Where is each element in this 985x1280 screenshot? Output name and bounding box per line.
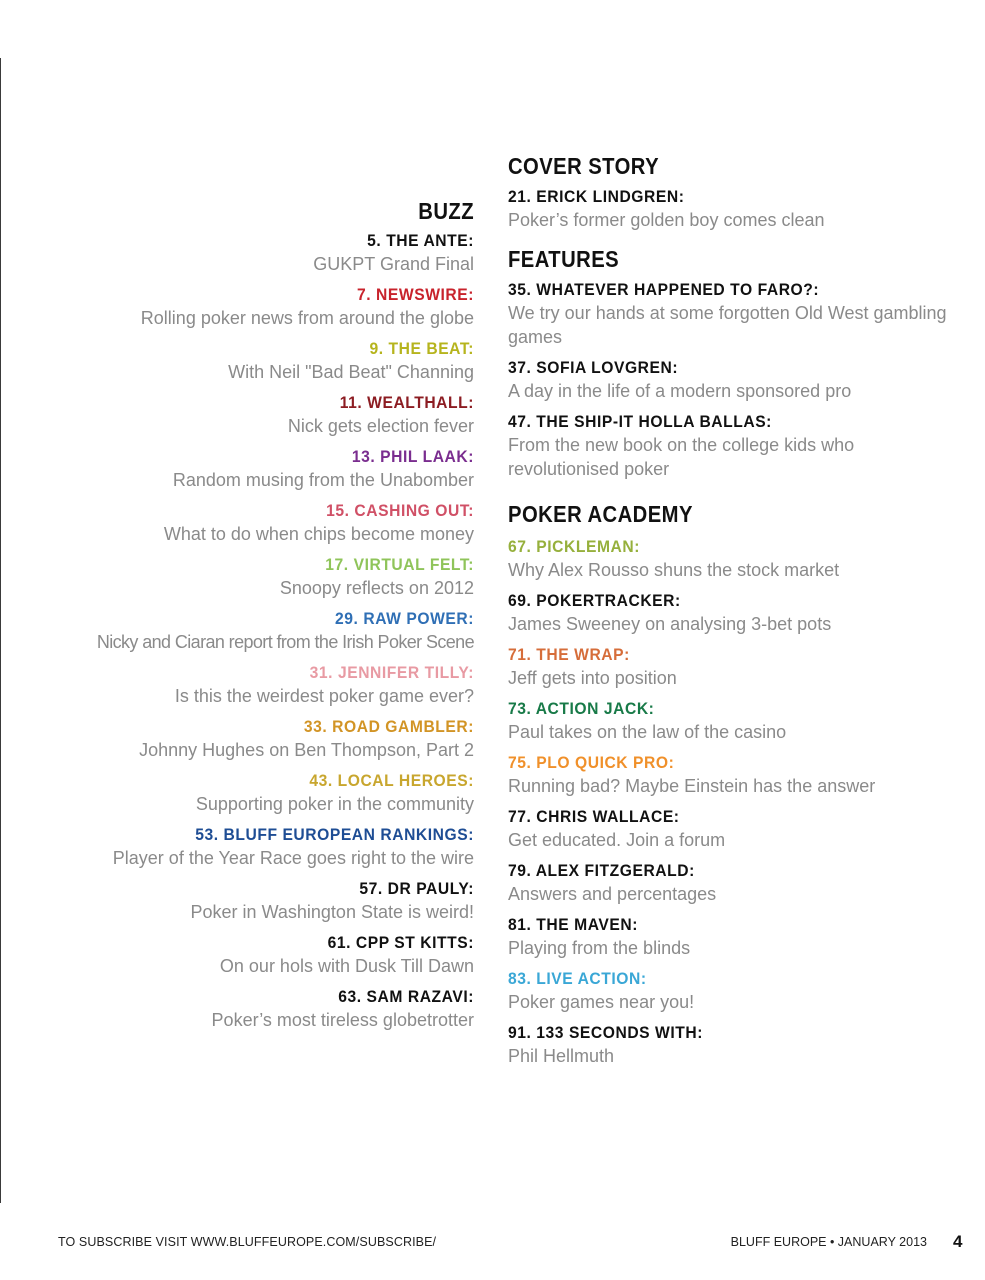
toc-entry-description: Paul takes on the law of the casino xyxy=(508,722,787,742)
toc-entry-title: 61. CPP ST KITTS: xyxy=(327,933,474,952)
toc-entry-description: James Sweeney on analysing 3-bet pots xyxy=(508,614,832,634)
toc-entry-description: Rolling poker news from around the globe xyxy=(140,308,474,328)
toc-entry xyxy=(508,1022,968,1068)
toc-entry xyxy=(40,770,474,816)
toc-entry xyxy=(508,806,968,852)
toc-entry xyxy=(508,644,968,690)
toc-entry-description: Snoopy reflects on 2012 xyxy=(279,578,474,598)
footer-subscribe-text: TO SUBSCRIBE VISIT WWW.BLUFFEUROPE.COM/SUBSCRIBE/ xyxy=(58,1235,437,1249)
poker-academy-list xyxy=(508,536,968,1068)
toc-entry-title: 79. ALEX FITZGERALD: xyxy=(508,861,695,880)
toc-entry-title: 77. CHRIS WALLACE: xyxy=(508,807,680,826)
toc-entry-title: 17. VIRTUAL FELT: xyxy=(325,555,474,574)
toc-entry-description: Poker’s former golden boy comes clean xyxy=(508,210,825,230)
toc-entry-title: 57. DR PAULY: xyxy=(359,879,474,898)
toc-entry xyxy=(40,230,474,276)
features-list xyxy=(508,279,968,481)
toc-entry-title: 31. JENNIFER TILLY: xyxy=(309,663,474,682)
toc-entry xyxy=(508,186,968,232)
buzz-list xyxy=(40,230,474,1032)
toc-entry xyxy=(508,536,968,582)
toc-entry xyxy=(508,590,968,636)
toc-entry-title: 21. ERICK LINDGREN: xyxy=(508,187,685,206)
toc-entry xyxy=(40,716,474,762)
toc-entry xyxy=(508,411,968,481)
toc-entry-title: 13. PHIL LAAK: xyxy=(351,447,474,466)
toc-entry-title: 81. THE MAVEN: xyxy=(508,915,638,934)
toc-entry-title: 5. THE ANTE: xyxy=(367,231,474,250)
toc-entry-description: Why Alex Rousso shuns the stock market xyxy=(508,560,840,580)
toc-entry-title: 75. PLO QUICK PRO: xyxy=(508,753,675,772)
toc-entry-title: 11. WEALTHALL: xyxy=(339,393,474,412)
toc-entry-description: Nick gets election fever xyxy=(287,416,474,436)
toc-entry-description: Johnny Hughes on Ben Thompson, Part 2 xyxy=(139,740,474,760)
toc-entry-title: 29. RAW POWER: xyxy=(335,609,474,628)
right-column xyxy=(508,153,968,1076)
toc-entry-title: 7. NEWSWIRE: xyxy=(357,285,474,304)
toc-entry-description: With Neil "Bad Beat" Channing xyxy=(228,362,474,382)
toc-entry-description: Supporting poker in the community xyxy=(195,794,474,814)
toc-entry-title: 71. THE WRAP: xyxy=(508,645,630,664)
toc-entry xyxy=(40,500,474,546)
page-number: 4 xyxy=(953,1232,963,1251)
toc-entry-description: From the new book on the college kids who revolutionised poker xyxy=(508,435,855,479)
toc-entry-title: 37. SOFIA LOVGREN: xyxy=(508,358,679,377)
toc-entry-description: Player of the Year Race goes right to the wire xyxy=(112,848,474,868)
toc-entry-description: Running bad? Maybe Einstein has the answer xyxy=(508,776,876,796)
page-edge-rule xyxy=(0,58,1,1203)
section-heading-buzz: BUZZ xyxy=(418,198,474,224)
toc-entry xyxy=(40,554,474,600)
toc-entry-title: 67. PICKLEMAN: xyxy=(508,537,641,556)
toc-entry-description: Answers and percentages xyxy=(508,884,717,904)
toc-entry xyxy=(40,446,474,492)
toc-entry-description: Playing from the blinds xyxy=(508,938,691,958)
toc-entry-description: GUKPT Grand Final xyxy=(313,254,474,274)
toc-entry xyxy=(40,284,474,330)
toc-entry-description: Poker’s most tireless globetrotter xyxy=(211,1010,474,1030)
toc-entry-description: What to do when chips become money xyxy=(163,524,474,544)
toc-entry-title: 9. THE BEAT: xyxy=(369,339,474,358)
toc-entry-title: 73. ACTION JACK: xyxy=(508,699,655,718)
toc-entry xyxy=(40,608,474,654)
toc-entry xyxy=(40,932,474,978)
toc-entry-title: 53. BLUFF EUROPEAN RANKINGS: xyxy=(195,825,475,844)
toc-entry-title: 63. SAM RAZAVI: xyxy=(338,987,474,1006)
toc-entry-description: Nicky and Ciaran report from the Irish Poker Scene xyxy=(96,632,474,652)
toc-entry xyxy=(508,914,968,960)
toc-entry-description: Is this the weirdest poker game ever? xyxy=(174,686,474,706)
toc-entry xyxy=(40,338,474,384)
toc-entry-description: Get educated. Join a forum xyxy=(508,830,726,850)
toc-entry-description: On our hols with Dusk Till Dawn xyxy=(219,956,474,976)
toc-entry-title: 15. CASHING OUT: xyxy=(326,501,474,520)
toc-entry xyxy=(40,878,474,924)
toc-entry xyxy=(40,392,474,438)
toc-entry-description: A day in the life of a modern sponsored pro xyxy=(508,381,852,401)
toc-entry-title: 43. LOCAL HEROES: xyxy=(309,771,474,790)
toc-entry-description: Random musing from the Unabomber xyxy=(172,470,474,490)
toc-entry xyxy=(508,279,968,349)
section-heading-poker-academy: POKER ACADEMY xyxy=(508,501,693,527)
section-heading-cover-story: COVER STORY xyxy=(508,153,660,179)
toc-entry xyxy=(40,824,474,870)
toc-entry xyxy=(508,968,968,1014)
buzz-column xyxy=(40,198,474,1040)
toc-entry-description: We try our hands at some forgotten Old West gambling games xyxy=(508,303,947,347)
footer-issue-text: BLUFF EUROPE • JANUARY 2013 xyxy=(730,1235,927,1249)
toc-entry-title: 35. WHATEVER HAPPENED TO FARO?: xyxy=(508,280,820,299)
toc-entry-title: 69. POKERTRACKER: xyxy=(508,591,681,610)
toc-entry-description: Phil Hellmuth xyxy=(508,1046,615,1066)
toc-entry xyxy=(508,752,968,798)
toc-entry-title: 91. 133 SECONDS WITH: xyxy=(508,1023,703,1042)
toc-entry xyxy=(40,662,474,708)
toc-entry-description: Poker games near you! xyxy=(508,992,695,1012)
toc-entry-title: 83. LIVE ACTION: xyxy=(508,969,647,988)
toc-entry-title: 47. THE SHIP-IT HOLLA BALLAS: xyxy=(508,412,772,431)
toc-entry xyxy=(508,698,968,744)
toc-entry xyxy=(508,860,968,906)
toc-entry-description: Jeff gets into position xyxy=(508,668,677,688)
toc-entry xyxy=(508,357,968,403)
toc-entry-title: 33. ROAD GAMBLER: xyxy=(303,717,474,736)
toc-entry xyxy=(40,986,474,1032)
toc-entry-description: Poker in Washington State is weird! xyxy=(190,902,474,922)
section-heading-features: FEATURES xyxy=(508,246,620,272)
cover-story-list xyxy=(508,186,968,232)
